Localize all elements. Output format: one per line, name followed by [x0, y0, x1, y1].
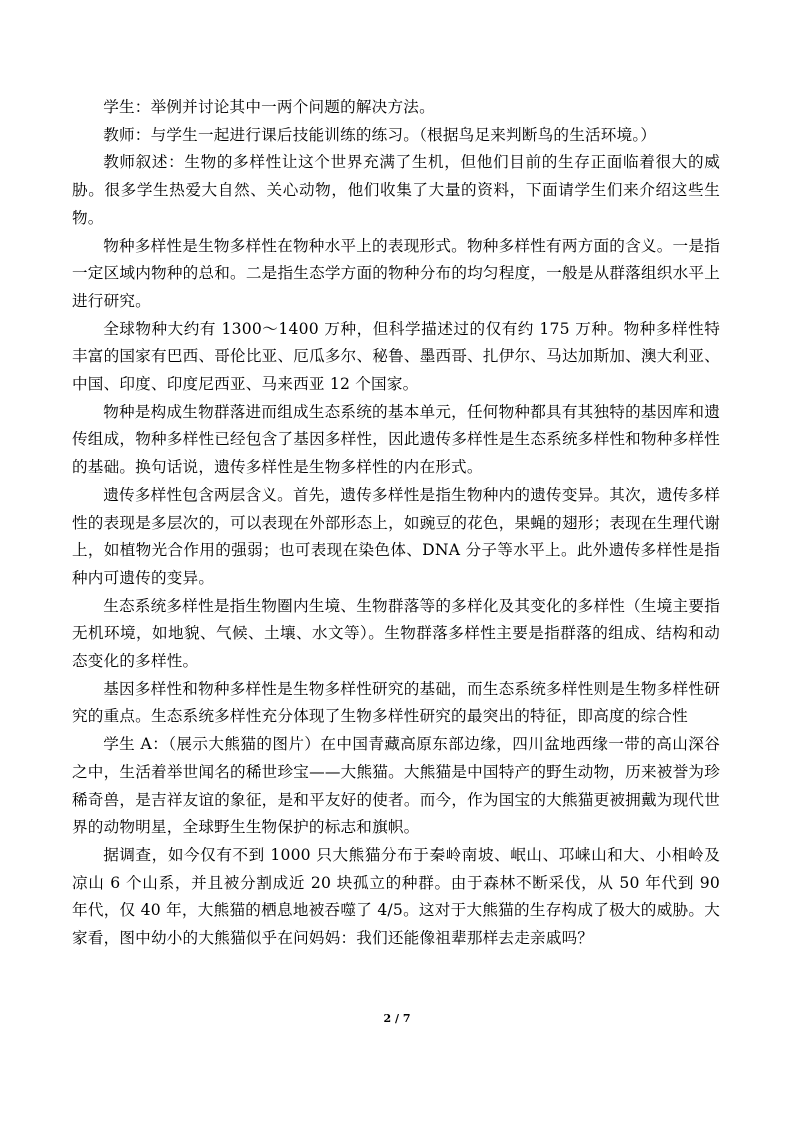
document-body [72, 94, 720, 953]
page-number: 2 / 7 [383, 1012, 411, 1025]
paragraph-teacher-narration: 教师叙述：生物的多样性让这个世界充满了生机，但他们目前的生存正面临着很大的威胁。很多学生热爱大自然、关心动物，他们收集了大量的资料，下面请学生们来介绍这些生物。 [72, 153, 720, 227]
paragraph-species-diversity: 物种多样性是生物多样性在物种水平上的表现形式。物种多样性有两方面的含义。一是指一定区域内物种的总和。二是指生态学方面的物种分布的均匀程度，一般是从群落组织水平上进行研究。 [72, 236, 720, 310]
paragraph-teacher-practice: 教师：与学生一起进行课后技能训练的练习。（根据鸟足来判断鸟的生活环境。） [103, 125, 657, 144]
paragraph-global-species: 全球物种大约有 1300～1400 万种，但科学描述过的仅有约 175 万种。物种多样性特丰富的国家有巴西、哥伦比亚、厄瓜多尔、秘鲁、墨西哥、扎伊尔、马达加斯加、澳大利亚、中国、印度、印度尼西亚、马来西亚 12 个国家。 [72, 319, 720, 394]
paragraph-student-a-panda: 学生 A：（展示大熊猫的图片）在中国青藏高原东部边缘，四川盆地西缘一带的高山深谷之中，生活着举世闻名的稀世珍宝——大熊猫。大熊猫是中国特产的野生动物，历来被誉为珍稀奇兽，是吉祥友谊的象征，是和平友好的使者。而今，作为国宝的大熊猫更被拥戴为现代世界的动物明星，全球野生生物保护的标志和旗帜。 [72, 735, 720, 837]
paragraph-species-units: 物种是构成生物群落进而组成生态系统的基本单元，任何物种都具有其独特的基因库和遗传组成，物种多样性已经包含了基因多样性，因此遗传多样性是生态系统多样性和物种多样性的基础。换句话说，遗传多样性是生物多样性的内在形式。 [72, 402, 720, 477]
paragraph-student-discussion: 学生：举例并讨论其中一两个问题的解决方法。 [103, 98, 435, 116]
paragraph-panda-survey: 据调查，如今仅有不到 1000 只大熊猫分布于秦岭南坡、岷山、邛崃山和大、小相岭及凉山 6 个山系，并且被分割成近 20 块孤立的种群。由于森林不断采伐，从 50 年代到 90 年代，仅 40 年，大熊猫的栖息地被吞噬了 4/5。这对于大熊猫的生存构成了极大的威胁。大家看，图中幼小的大熊猫似乎在问妈妈：我们还能像祖辈那样去走亲戚吗？ [72, 845, 720, 948]
paragraph-genetic-diversity: 遗传多样性包含两层含义。首先，遗传多样性是指生物种内的遗传变异。其次，遗传多样性的表现是多层次的，可以表现在外部形态上，如豌豆的花色，果蝇的翅形；表现在生理代谢上，如植物光合作用的强弱；也可表现在染色体、DNA 分子等水平上。此外遗传多样性是指种内可遗传的变异。 [72, 485, 720, 587]
paragraph-research-focus: 基因多样性和物种多样性是生物多样性研究的基础，而生态系统多样性则是生物多样性研究的重点。生态系统多样性充分体现了生物多样性研究的最突出的特征，即高度的综合性 [72, 679, 720, 726]
paragraph-ecosystem-diversity: 生态系统多样性是指生物圈内生境、生物群落等的多样化及其变化的多样性（生境主要指无机环境，如地貌、气候、土壤、水文等）。生物群落多样性主要是指群落的组成、结构和动态变化的多样性。 [72, 596, 720, 671]
